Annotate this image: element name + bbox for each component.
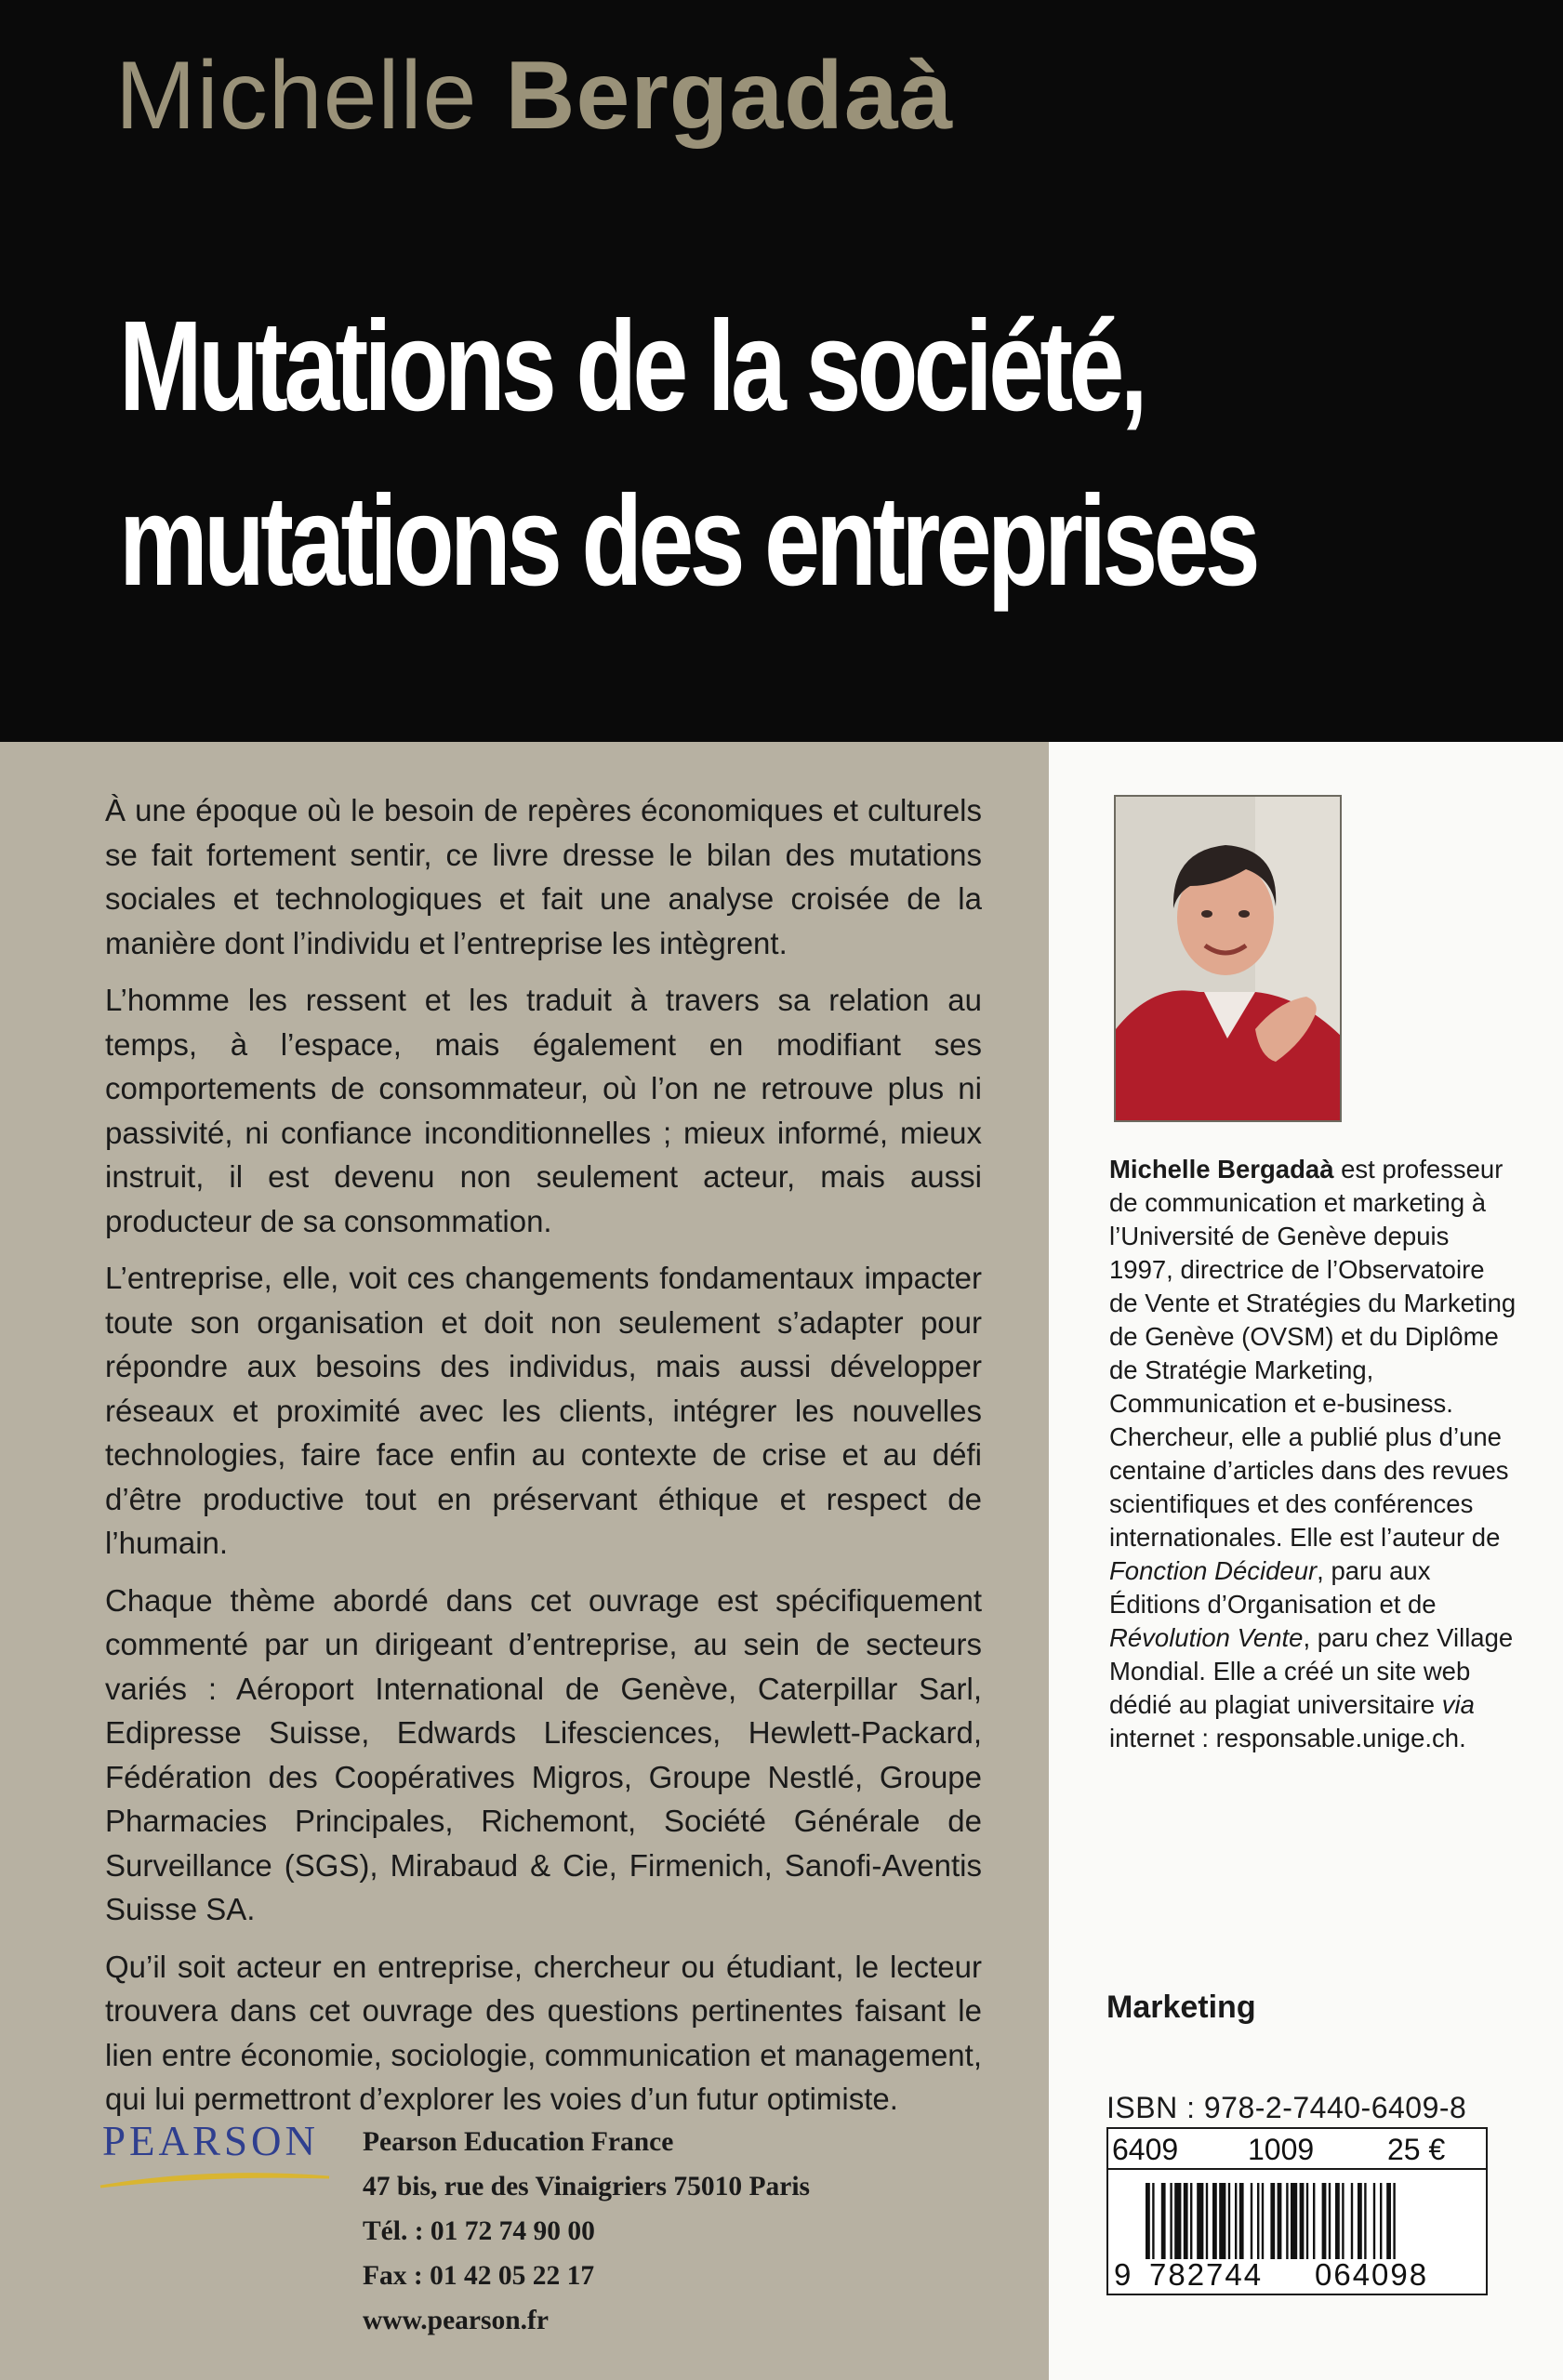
author-name <box>115 41 953 152</box>
barcode-code: 1009 <box>1248 2133 1315 2166</box>
blurb-paragraph: L’entreprise, elle, voit ces changements fondamentaux impacter toute son organisation et doit non seulement s’adapter pour répondre aux besoins des individus, mais aussi développer réseaux et proximité avec les clients, intégrer les nouvelles technologies, faire face enfin au contexte de crise et au défi d’être productive tout en préservant éthique et respect de l’humain. <box>105 1261 982 1560</box>
bio-via: via <box>1441 1690 1475 1719</box>
pearson-swoosh-icon <box>99 2170 331 2190</box>
barcode-bar <box>1251 2183 1252 2259</box>
barcode-bar <box>1342 2183 1344 2259</box>
barcode-digits-left: 782744 <box>1149 2257 1264 2292</box>
book-title-line-1: Mutations de la société, <box>119 295 1144 438</box>
bio-text: , paru chez Village Mondial. Elle a créé un site web dédié au plagiat universitaire <box>1109 1623 1514 1719</box>
publisher-address: 47 bis, rue des Vinaigriers 75010 Paris <box>363 2172 811 2202</box>
barcode-bar <box>1161 2183 1166 2259</box>
barcode-bar <box>1306 2183 1308 2259</box>
publisher-phone: Tél. : 01 72 74 90 00 <box>363 2216 595 2246</box>
bio-text: , paru aux Éditions d’Organisation et de <box>1109 1556 1437 1619</box>
barcode-bar <box>1300 2183 1305 2259</box>
barcode-bar <box>1239 2183 1244 2259</box>
barcode-price: 25 € <box>1387 2133 1446 2166</box>
author-photo <box>1114 795 1342 1122</box>
back-cover-blurb <box>105 788 982 2135</box>
barcode-bar <box>1335 2183 1340 2259</box>
barcode-bar <box>1291 2183 1297 2259</box>
barcode-bar <box>1286 2183 1288 2259</box>
blurb-paragraph: L’homme les ressent et les traduit à travers sa relation au temps, à l’espace, mais également en modifiant ses comportements de consommateur, où l’on ne retrouve plus ni passivité, ni confiance inconditionnelles ; mieux informé, mieux instruit, il est devenu non seulement acteur, mais aussi producteur de sa consommation. <box>105 983 982 1238</box>
barcode-bar <box>1313 2183 1315 2259</box>
pearson-logo: PEARSON <box>102 2118 320 2164</box>
barcode-bar <box>1278 2183 1282 2259</box>
author-first-name: Michelle <box>115 42 478 150</box>
barcode-bar <box>1219 2183 1225 2259</box>
barcode-bar <box>1364 2183 1366 2259</box>
barcode-bar <box>1386 2183 1391 2259</box>
barcode <box>1106 2127 1488 2295</box>
barcode-bar <box>1235 2183 1237 2259</box>
portrait-image <box>1116 797 1342 1122</box>
barcode-bar <box>1212 2183 1217 2259</box>
blurb-paragraph: À une époque où le besoin de repères économiques et culturels se fait fortement sentir, ce livre dresse le bilan des mutations sociales et technologiques et fait une analyse croisée de la manière dont l’individu et l’entreprise les intègrent. <box>105 793 982 960</box>
author-bio <box>1109 1153 1518 1755</box>
barcode-bar <box>1373 2183 1375 2259</box>
barcode-bar <box>1174 2183 1181 2259</box>
barcode-bar <box>1351 2183 1353 2259</box>
author-last-name: Bergadaà <box>505 42 954 150</box>
barcode-bar <box>1329 2183 1331 2259</box>
bio-book-title: Révolution Vente <box>1109 1623 1304 1652</box>
barcode-price-row <box>1108 2129 1486 2170</box>
barcode-bar <box>1257 2183 1259 2259</box>
barcode-bar <box>1206 2183 1208 2259</box>
bio-text: est professeur de communication et marketing à l’Université de Genève depuis 1997, directrice de l’Observatoire de Vente et Stratégies du Marketing de Genève (OVSM) et du Diplôme de Stratégie Marketing, Communication et e-business. Chercheur, elle a publié plus d’une centaine d’articles dans des revues scientifiques et des conférences internationales. Elle est l’auteur de <box>1109 1155 1517 1552</box>
barcode-bar <box>1197 2183 1203 2259</box>
barcode-bar <box>1270 2183 1275 2259</box>
barcode-bar <box>1228 2183 1230 2259</box>
bio-book-title: Fonction Décideur <box>1109 1556 1318 1585</box>
barcode-digit-first: 9 <box>1114 2257 1132 2292</box>
barcode-bar <box>1146 2183 1150 2259</box>
barcode-bar <box>1152 2183 1154 2259</box>
barcode-bar <box>1380 2183 1382 2259</box>
publisher-website: www.pearson.fr <box>363 2306 549 2335</box>
barcode-digits-right: 064098 <box>1315 2257 1429 2292</box>
barcode-bar <box>1190 2183 1192 2259</box>
barcode-bar <box>1393 2183 1395 2259</box>
category-label: Marketing <box>1106 1990 1256 2025</box>
barcode-bar <box>1262 2183 1264 2259</box>
bio-text: internet : responsable.unige.ch. <box>1109 1724 1466 1752</box>
blurb-paragraph: Qu’il soit acteur en entreprise, chercheur ou étudiant, le lecteur trouvera dans cet ouvrage des questions pertinentes faisant le lien entre économie, sociologie, communication et management, qui lui permettront d’explorer les voies d’un futur optimiste. <box>105 1949 982 2116</box>
blurb-paragraph: Chaque thème abordé dans cet ouvrage est spécifiquement commenté par un dirigeant d’entreprise, au sein de secteurs variés : Aéroport International de Genève, Caterpillar Sarl, Edipresse Suisse, Edwards Lifesciences, Hewlett-Packard, Fédération des Coopératives Migros, Groupe Nestlé, Groupe Pharmacies Principales, Richemont, Société Générale de Surveillance (SGS), Mirabaud & Cie, Firmenich, Sanofi-Aventis Suisse SA. <box>105 1582 982 1926</box>
book-title <box>119 279 1256 628</box>
barcode-bars <box>1146 2183 1471 2259</box>
publisher-name: Pearson Education France <box>363 2127 674 2157</box>
barcode-code: 6409 <box>1112 2133 1179 2166</box>
barcode-bar <box>1322 2183 1327 2259</box>
book-title-line-2: mutations des entreprises <box>119 469 1256 613</box>
barcode-bar <box>1170 2183 1172 2259</box>
publisher-fax: Fax : 01 42 05 22 17 <box>363 2261 595 2291</box>
barcode-bar <box>1184 2183 1188 2259</box>
bio-author-name: Michelle Bergadaà <box>1109 1155 1334 1183</box>
publisher-info <box>363 2120 810 2343</box>
barcode-bar <box>1358 2183 1362 2259</box>
isbn-text: ISBN : 978-2-7440-6409-8 <box>1106 2091 1467 2124</box>
